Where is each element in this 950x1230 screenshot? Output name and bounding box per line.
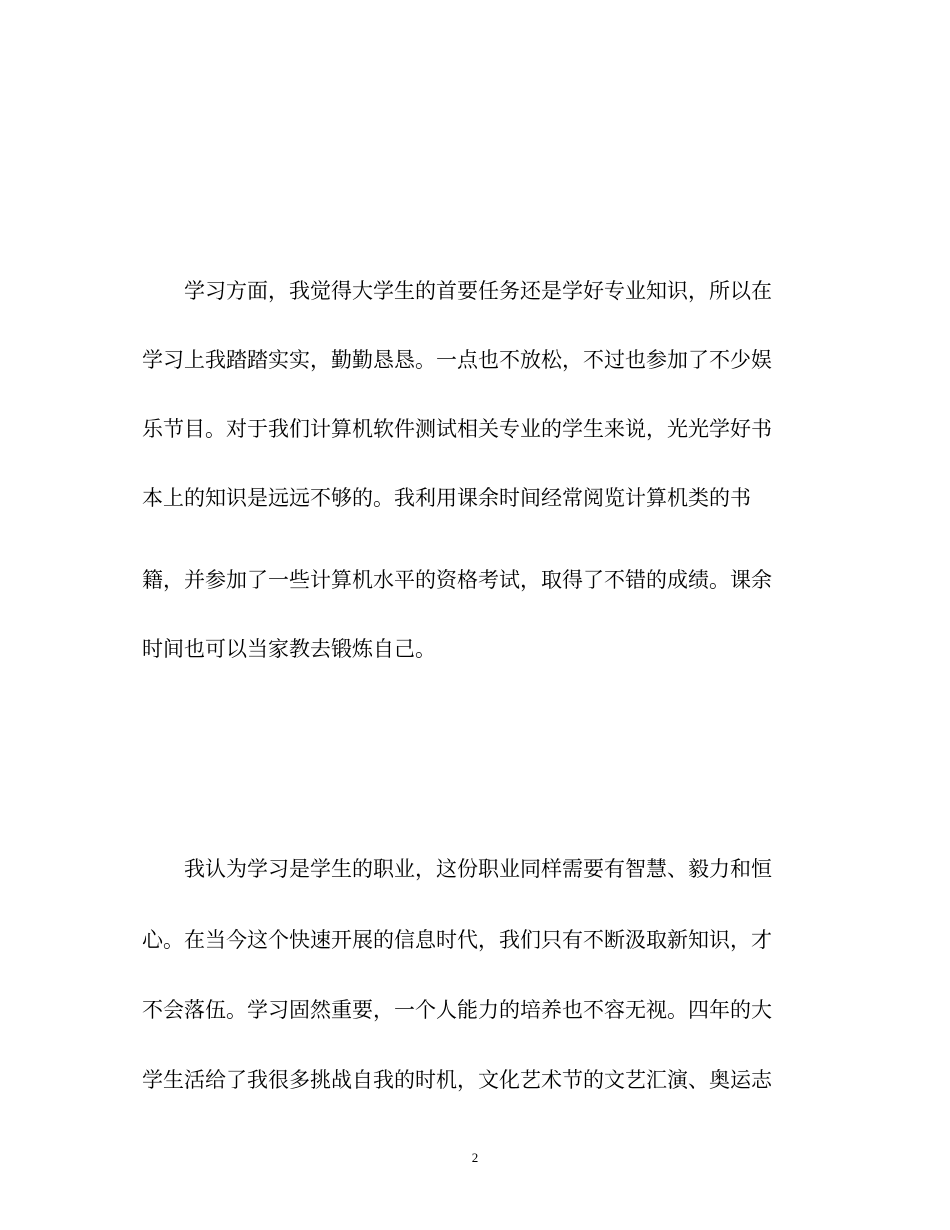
paragraph-line: 学习方面，我觉得大学生的首要任务还是学好专业知识，所以在 [184, 279, 772, 303]
paragraph-line: 不会落伍。学习固然重要，一个人能力的培养也不容无视。四年的大 [142, 998, 772, 1022]
paragraph-line: 时间也可以当家教去锻炼自己。 [142, 637, 436, 661]
paragraph-line: 籍，并参加了一些计算机水平的资格考试，取得了不错的成绩。课余 [142, 568, 772, 592]
paragraph-line: 我认为学习是学生的职业，这份职业同样需要有智慧、毅力和恒 [184, 857, 772, 881]
paragraph-line: 学习上我踏踏实实，勤勤恳恳。一点也不放松，不过也参加了不少娱 [142, 348, 772, 372]
paragraph-line: 学生活给了我很多挑战自我的时机，文化艺术节的文艺汇演、奥运志 [142, 1068, 772, 1092]
paragraph-line: 本上的知识是远远不够的。我利用课余时间经常阅览计算机类的书 [142, 486, 751, 510]
paragraph-line: 心。在当今这个快速开展的信息时代，我们只有不断汲取新知识，才 [142, 928, 772, 952]
page-number: 2 [471, 1150, 479, 1165]
paragraph-line: 乐节目。对于我们计算机软件测试相关专业的学生来说，光光学好书 [142, 417, 772, 441]
